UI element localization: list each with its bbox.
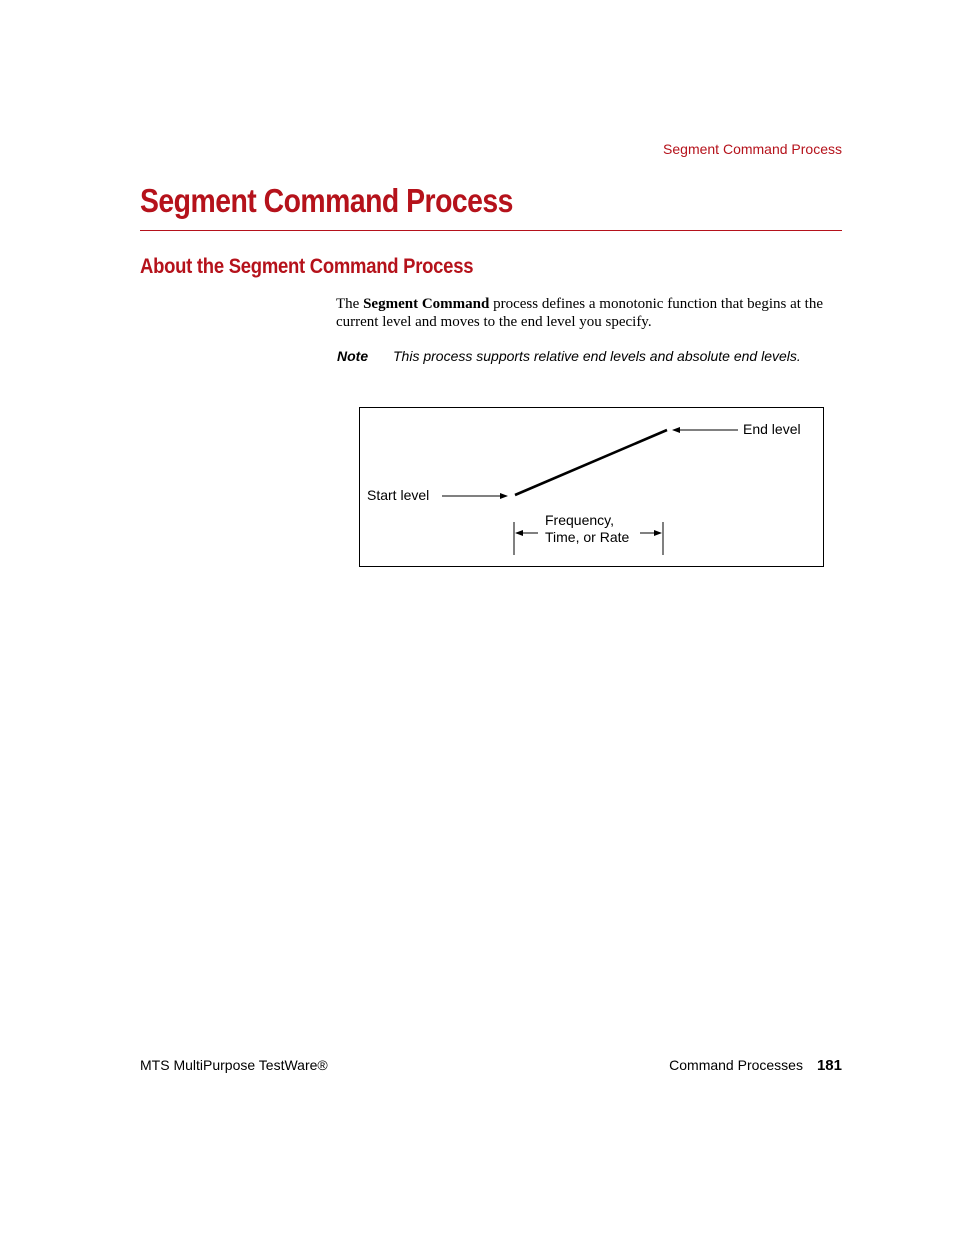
para-text-before: The (336, 296, 364, 312)
segment-figure (359, 407, 824, 567)
note-label: Note (337, 348, 369, 364)
footer-chapter: Command Processes (669, 1057, 803, 1073)
end-level-label: End level (743, 421, 801, 437)
section-heading: About the Segment Command Process (140, 255, 474, 278)
title-rule (140, 230, 842, 231)
page-number: 181 (816, 1057, 842, 1074)
running-header: Segment Command Process (663, 141, 842, 157)
span-label-line-2: Time, or Rate (545, 529, 630, 545)
footer-right (669, 1057, 842, 1074)
para-text-after: process defines a monotonic function that begins at the current level and moves to the end level you specify. (336, 296, 823, 330)
segment-ramp-line (515, 430, 667, 495)
note (337, 348, 801, 364)
span-label (545, 512, 629, 546)
start-level-label: Start level (367, 487, 430, 503)
body-paragraph (336, 295, 846, 331)
note-text: This process supports relative end levels and absolute end levels. (393, 348, 801, 364)
para-strong-term: Segment Command (363, 296, 490, 312)
span-label-line-1: Frequency, (545, 512, 614, 528)
page-title: Segment Command Process (140, 182, 513, 219)
footer-product: MTS MultiPurpose TestWare® (140, 1057, 328, 1073)
